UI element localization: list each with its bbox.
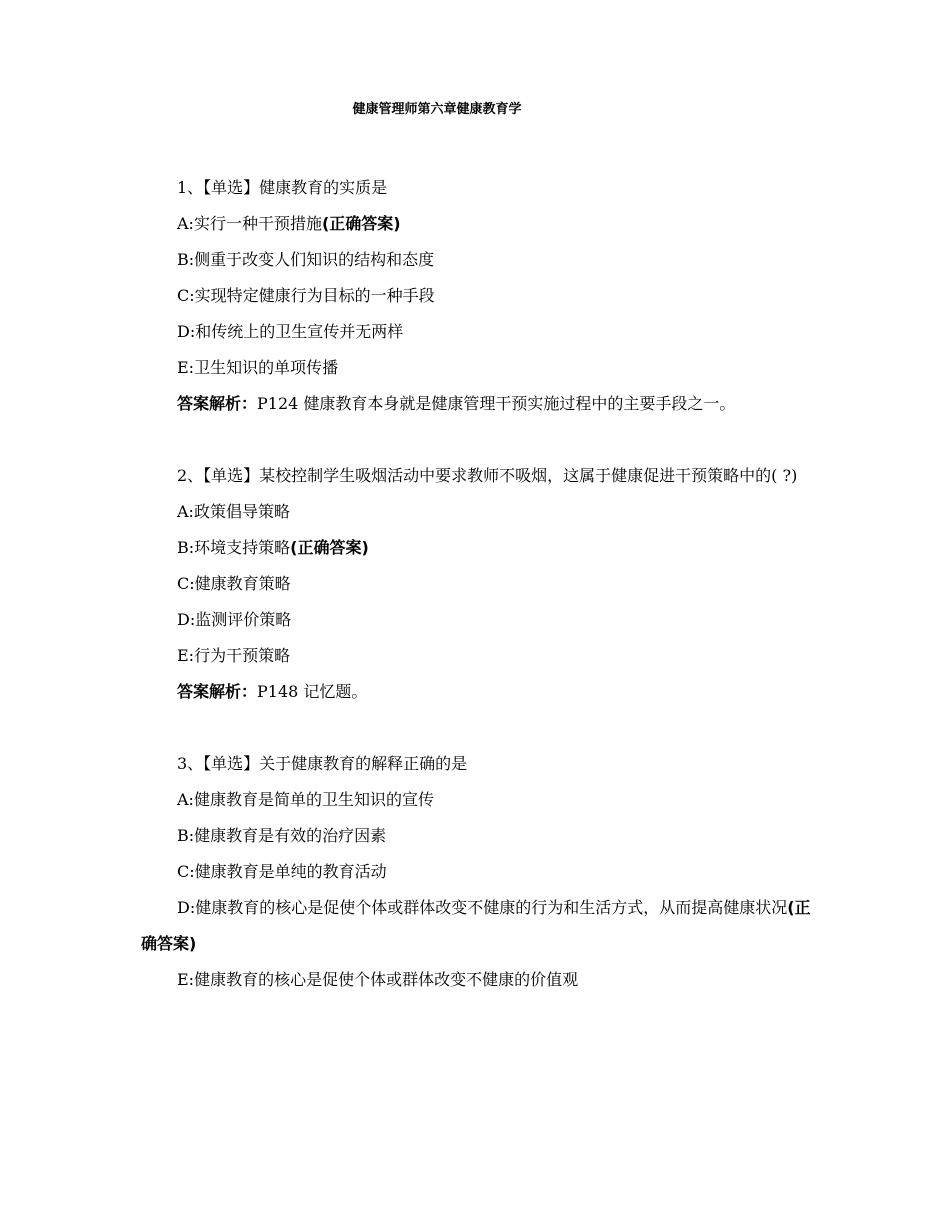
document-title: 健康管理师第六章健康教育学 [352,102,522,117]
question-3 [141,746,816,998]
option-d [141,890,816,962]
document-body [141,170,816,998]
analysis-text: P148 记忆题。 [257,682,368,701]
option-e: E:行为干预策略 [177,646,291,665]
question-2 [141,458,816,710]
answer-analysis [141,386,816,422]
question-stem: 3、【单选】关于健康教育的解释正确的是 [177,754,468,773]
analysis-label: 答案解析： [177,394,258,413]
option-b [141,530,816,566]
question-1 [141,170,816,422]
option-d: D:和传统上的卫生宣传并无两样 [177,322,404,341]
correct-answer-marker: (正确答案) [321,214,401,233]
option-b: B:健康教育是有效的治疗因素 [177,826,387,845]
option-a [141,206,816,242]
option-b: B:侧重于改变人们知识的结构和态度 [177,250,435,269]
option-c: C:实现特定健康行为目标的一种手段 [177,286,435,305]
correct-answer-marker: (正确答案) [290,538,369,557]
option-e: E:健康教育的核心是促使个体或群体改变不健康的价值观 [177,970,579,989]
option-d: D:监测评价策略 [177,610,292,629]
analysis-label: 答案解析： [177,682,258,701]
option-a: A:政策倡导策略 [177,502,290,521]
option-e: E:卫生知识的单项传播 [177,358,339,377]
option-a: A:健康教育是简单的卫生知识的宣传 [177,790,434,809]
option-text: D:健康教育的核心是促使个体或群体改变不健康的行为和生活方式，从而提高健康状况 [177,898,788,917]
answer-analysis [141,674,816,710]
question-stem: 1、【单选】健康教育的实质是 [177,178,388,197]
option-text: B:环境支持策略 [177,538,291,557]
analysis-text: P124 健康教育本身就是健康管理干预实施过程中的主要手段之一。 [257,394,736,413]
option-c: C:健康教育是单纯的教育活动 [177,862,387,881]
option-c: C:健康教育策略 [177,574,291,593]
correct-answer-marker: (正确答案) [141,898,811,953]
question-stem: 2、【单选】某校控制学生吸烟活动中要求教师不吸烟，这属于健康促进干预策略中的( ?) [177,466,798,485]
option-text: A:实行一种干预措施 [177,214,322,233]
